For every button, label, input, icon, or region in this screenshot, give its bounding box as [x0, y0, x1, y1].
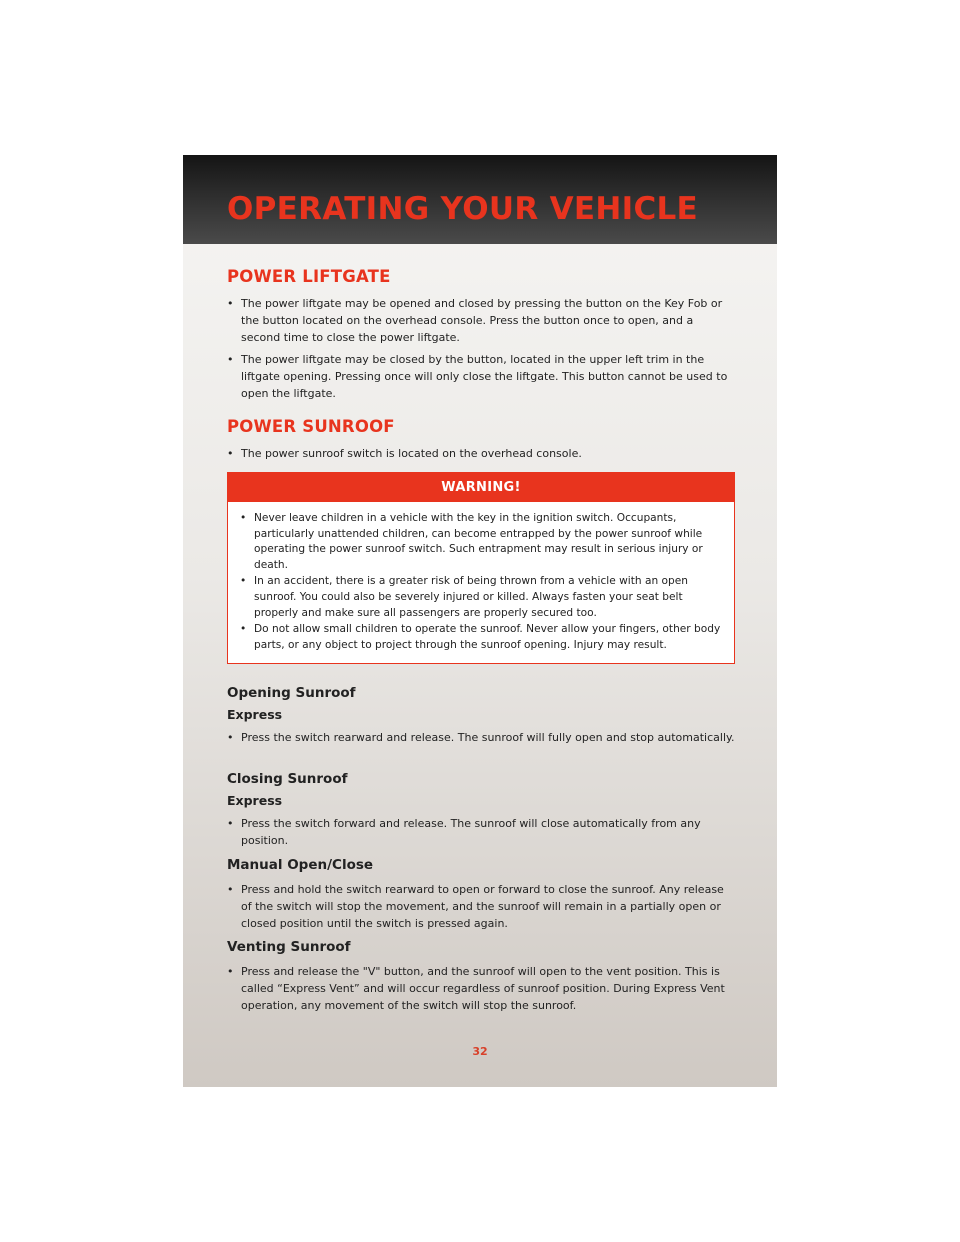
list-item: • Press and hold the switch rearward to open or forward to close the sunroof. Any release of the switch will stop the movement, and the sunroof will remain in a partially open or closed position until the switch is pressed again. [227, 881, 735, 932]
manual-page [183, 155, 777, 1087]
list-item: • Do not allow small children to operate the sunroof. Never allow your fingers, other body parts, or any object to project through the sunroof opening. Injury may result. [240, 622, 724, 653]
closing-heading: Closing Sunroof [227, 771, 348, 787]
manual-section [227, 857, 735, 932]
section-title: OPERATING YOUR VEHICLE [227, 191, 699, 227]
opening-heading: Opening Sunroof [227, 685, 356, 701]
manual-list [227, 881, 735, 932]
opening-subheading: Express [227, 707, 283, 722]
list-item: • The power sunroof switch is located on the overhead console. [227, 445, 735, 462]
venting-list [227, 963, 735, 1014]
manual-heading: Manual Open/Close [227, 857, 374, 873]
warning-list [228, 502, 734, 653]
opening-section [227, 685, 735, 746]
closing-list [227, 815, 735, 849]
list-item: • Press and release the "V" button, and the sunroof will open to the vent position. This is called “Express Vent” and will occur regardless of sunroof position. During Express Vent operation, any movement of the switch will stop the sunroof. [227, 963, 735, 1014]
closing-subheading: Express [227, 793, 283, 808]
list-item: • Press the switch forward and release. The sunroof will close automatically from any position. [227, 815, 735, 849]
sunroof-section [227, 417, 735, 462]
opening-list [227, 729, 735, 746]
list-item: • The power liftgate may be opened and closed by pressing the button on the Key Fob or the button located on the overhead console. Press the button once to open, and a second time to close the power liftgate. [227, 295, 735, 346]
list-item: • The power liftgate may be closed by the button, located in the upper left trim in the liftgate opening. Pressing once will only close the liftgate. This button cannot be used to open the liftgate. [227, 351, 735, 402]
warning-box [227, 472, 735, 664]
list-item: • Never leave children in a vehicle with the key in the ignition switch. Occupants, particularly unattended children, can become entrapped by the power sunroof while operating the power sunroof switch. Such entrapment may result in serious injury or death. [240, 511, 724, 573]
section-header [183, 155, 777, 244]
venting-heading: Venting Sunroof [227, 939, 351, 955]
warning-title: WARNING! [228, 473, 734, 502]
page-number: 32 [472, 1045, 488, 1058]
closing-section [227, 771, 735, 849]
liftgate-section [227, 267, 735, 402]
venting-section [227, 939, 735, 1014]
list-item: • Press the switch rearward and release. The sunroof will fully open and stop automatically. [227, 729, 735, 746]
page-content [227, 267, 735, 1027]
list-item: • In an accident, there is a greater risk of being thrown from a vehicle with an open sunroof. You could also be severely injured or killed. Always fasten your seat belt properly and make sure all passengers are properly secured too. [240, 574, 724, 621]
liftgate-heading: POWER LIFTGATE [227, 267, 391, 286]
sunroof-heading: POWER SUNROOF [227, 417, 395, 436]
sunroof-list [227, 445, 735, 462]
liftgate-list [227, 295, 735, 402]
